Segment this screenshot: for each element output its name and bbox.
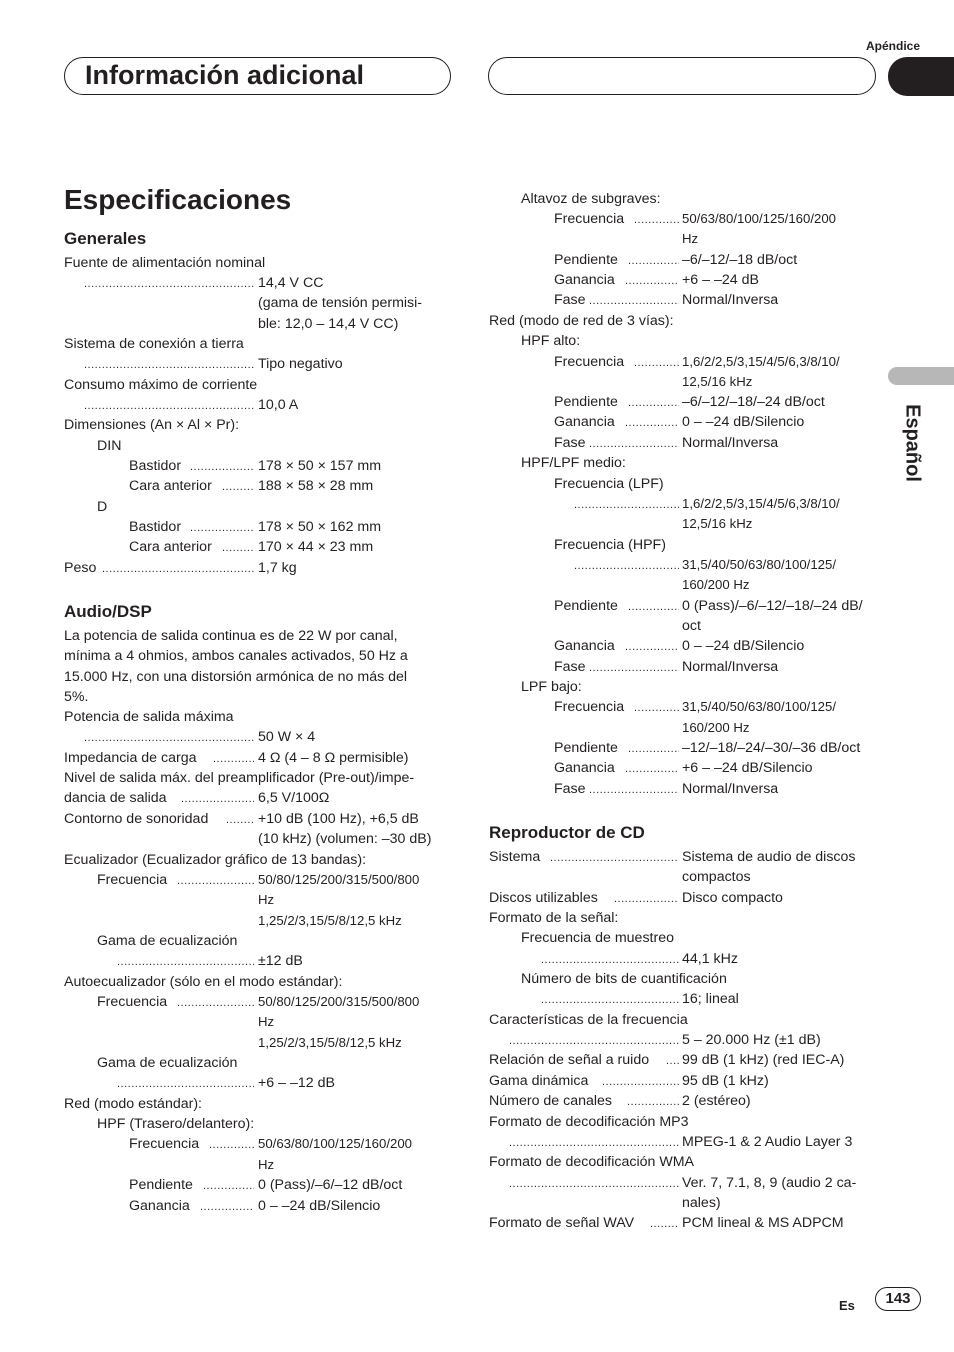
spec-value: ±12 dB bbox=[258, 953, 303, 969]
spec-value: 160/200 Hz bbox=[682, 720, 750, 735]
spec-value: –6/–12/–18 dB/oct bbox=[682, 252, 798, 268]
spec-value: 6,5 V/100Ω bbox=[258, 790, 330, 806]
leader-dots bbox=[222, 537, 254, 557]
leader-dots bbox=[634, 209, 679, 229]
chapter-tab bbox=[888, 57, 954, 96]
leader-dots bbox=[541, 949, 679, 969]
spec-value: +6 – –12 dB bbox=[258, 1075, 335, 1091]
spec-row bbox=[0, 847, 954, 867]
spec-label: Bastidor bbox=[129, 519, 182, 535]
spec-label: HPF alto: bbox=[521, 333, 581, 349]
spec-value: 178 × 50 × 157 mm bbox=[258, 458, 382, 474]
leader-dots bbox=[541, 989, 679, 1009]
spec-value: 50/80/125/200/315/500/800 bbox=[258, 872, 420, 887]
spec-label: DIN bbox=[97, 438, 122, 454]
spec-value: 178 × 50 × 162 mm bbox=[258, 519, 382, 535]
spec-value: 1,25/2/3,15/5/8/12,5 kHz bbox=[258, 1035, 402, 1050]
spec-row bbox=[0, 352, 954, 372]
spec-value: 1,6/2/2,5/3,15/4/5/6,3/8/10/ bbox=[682, 354, 840, 369]
spec-value: PCM lineal & MS ADPCM bbox=[682, 1215, 844, 1231]
spec-label: Número de canales bbox=[489, 1093, 613, 1109]
spec-label: Nivel de salida máx. del preamplificador (Pre-out)/impe- bbox=[64, 770, 415, 786]
spec-label: Frecuencia bbox=[97, 872, 168, 888]
spec-value: 0 (Pass)/–6/–12/–18/–24 dB/ bbox=[682, 598, 863, 614]
leader-dots bbox=[190, 456, 254, 476]
spec-value: 16; lineal bbox=[682, 991, 739, 1007]
leader-dots bbox=[666, 1050, 679, 1070]
page-number: 143 bbox=[875, 1287, 921, 1311]
spec-label: Formato de la señal: bbox=[489, 910, 619, 926]
leader-dots bbox=[589, 657, 679, 677]
spec-value: 4 Ω (4 – 8 Ω permisible) bbox=[258, 750, 409, 766]
spec-value: 0 (Pass)/–6/–12 dB/oct bbox=[258, 1177, 403, 1193]
paragraph-line: La potencia de salida continua es de 22 W por canal, bbox=[64, 628, 398, 644]
leader-dots bbox=[222, 476, 254, 496]
spec-row bbox=[0, 290, 954, 310]
spec-row bbox=[0, 517, 954, 537]
spec-row bbox=[0, 1091, 954, 1111]
leader-dots bbox=[509, 1173, 679, 1193]
leader-dots bbox=[509, 1132, 679, 1152]
spec-row bbox=[0, 476, 954, 496]
spec-label: Red (modo de red de 3 vías): bbox=[489, 313, 674, 329]
spec-row bbox=[0, 758, 954, 778]
spec-label: Impedancia de carga bbox=[64, 750, 197, 766]
spec-label: Ecualizador (Ecualizador gráfico de 13 bandas): bbox=[64, 852, 367, 868]
leader-dots bbox=[628, 596, 679, 616]
spec-value: compactos bbox=[682, 869, 751, 885]
spec-label: HPF (Trasero/delantero): bbox=[97, 1116, 255, 1132]
spec-value: Ver. 7, 7.1, 8, 9 (audio 2 ca- bbox=[682, 1175, 857, 1191]
spec-row bbox=[0, 1071, 954, 1091]
spec-row bbox=[0, 1132, 954, 1152]
spec-label: Formato de decodificación WMA bbox=[489, 1154, 695, 1170]
section-title: Información adicional bbox=[85, 60, 365, 90]
spec-value: Normal/Inversa bbox=[682, 781, 779, 797]
spec-label: Frecuencia bbox=[554, 699, 625, 715]
spec-value: 50/63/80/100/125/160/200 bbox=[258, 1136, 413, 1151]
section-label: Apéndice bbox=[866, 39, 921, 53]
spec-value: 99 dB (1 kHz) (red IEC-A) bbox=[682, 1052, 845, 1068]
spec-label: Número de bits de cuantificación bbox=[521, 971, 727, 987]
spec-value: 12,5/16 kHz bbox=[682, 516, 753, 531]
spec-row bbox=[0, 989, 954, 1009]
spec-label: Sistema bbox=[489, 849, 541, 865]
spec-value: 188 × 58 × 28 mm bbox=[258, 478, 374, 494]
spec-label: Ganancia bbox=[554, 272, 615, 288]
spec-value: 31,5/40/50/63/80/100/125/ bbox=[682, 557, 836, 572]
leader-dots bbox=[628, 392, 679, 412]
spec-label: LPF bajo: bbox=[521, 679, 582, 695]
spec-label: Fase bbox=[554, 781, 586, 797]
leader-dots bbox=[226, 809, 254, 829]
spec-value: Disco compacto bbox=[682, 890, 783, 906]
spec-value: 0 – –24 dB/Silencio bbox=[682, 638, 805, 654]
spec-value: 12,5/16 kHz bbox=[682, 374, 753, 389]
spec-label: Formato de decodificación MP3 bbox=[489, 1114, 689, 1130]
spec-label: Ganancia bbox=[129, 1198, 190, 1214]
spec-label: Autoecualizador (sólo en el modo estándar): bbox=[64, 974, 343, 990]
section-title-frame bbox=[64, 57, 451, 95]
language-tab-label: Español bbox=[901, 404, 924, 482]
spec-label: Cara anterior bbox=[129, 478, 212, 494]
spec-label: Frecuencia bbox=[554, 354, 625, 370]
spec-row bbox=[0, 250, 954, 270]
spec-value: 2 (estéreo) bbox=[682, 1093, 751, 1109]
spec-label: Fase bbox=[554, 292, 586, 308]
leader-dots bbox=[634, 352, 679, 372]
spec-label: dancia de salida bbox=[64, 790, 167, 806]
spec-value: –12/–18/–24/–30/–36 dB/oct bbox=[682, 740, 861, 756]
spec-label: Bastidor bbox=[129, 458, 182, 474]
paragraph-line: mínima a 4 ohmios, ambos canales activados, 50 Hz a bbox=[64, 648, 408, 664]
spec-value: 31,5/40/50/63/80/100/125/ bbox=[682, 699, 836, 714]
paragraph-line: 15.000 Hz, con una distorsión armónica de no más del bbox=[64, 669, 408, 685]
spec-row bbox=[0, 209, 954, 229]
leader-dots bbox=[589, 779, 679, 799]
spec-label: Peso bbox=[64, 560, 97, 576]
spec-row bbox=[0, 636, 954, 656]
spec-label: Pendiente bbox=[554, 598, 618, 614]
spec-value: MPEG-1 & 2 Audio Layer 3 bbox=[682, 1134, 853, 1150]
spec-value: 14,4 V CC bbox=[258, 275, 324, 291]
spec-label: Fase bbox=[554, 435, 586, 451]
spec-value: oct bbox=[682, 618, 701, 634]
spec-label: Pendiente bbox=[129, 1177, 193, 1193]
spec-label: Características de la frecuencia bbox=[489, 1012, 688, 1028]
spec-row bbox=[0, 433, 954, 453]
spec-row bbox=[0, 888, 954, 908]
spec-value: Normal/Inversa bbox=[682, 659, 779, 675]
leader-dots bbox=[627, 1091, 679, 1111]
spec-label: Frecuencia bbox=[97, 994, 168, 1010]
spec-label: Pendiente bbox=[554, 394, 618, 410]
spec-label: Gama de ecualización bbox=[97, 1055, 238, 1071]
spec-row bbox=[0, 657, 954, 677]
spec-value: 50 W × 4 bbox=[258, 729, 316, 745]
spec-label: Fase bbox=[554, 659, 586, 675]
spec-row bbox=[0, 697, 954, 717]
leader-dots bbox=[625, 636, 679, 656]
spec-label: Pendiente bbox=[554, 252, 618, 268]
leader-dots bbox=[589, 433, 679, 453]
heading-generales: Generales bbox=[64, 229, 147, 248]
spec-label: Potencia de salida máxima bbox=[64, 709, 234, 725]
leader-dots bbox=[650, 1213, 679, 1233]
spec-row bbox=[0, 809, 954, 829]
leader-dots bbox=[574, 555, 679, 575]
spec-value: 95 dB (1 kHz) bbox=[682, 1073, 769, 1089]
spec-row bbox=[0, 270, 954, 290]
spec-value: ble: 12,0 – 14,4 V CC) bbox=[258, 316, 399, 332]
spec-value: 170 × 44 × 23 mm bbox=[258, 539, 374, 555]
spec-value: 1,7 kg bbox=[258, 560, 297, 576]
spec-value: 0 – –24 dB/Silencio bbox=[682, 414, 805, 430]
spec-value: 1,25/2/3,15/5/8/12,5 kHz bbox=[258, 913, 402, 928]
spec-value: Hz bbox=[682, 231, 699, 246]
spec-value: 44,1 kHz bbox=[682, 951, 738, 967]
leader-dots bbox=[574, 494, 679, 514]
leader-dots bbox=[625, 270, 679, 290]
paragraph-line: 5%. bbox=[64, 689, 89, 705]
leader-dots bbox=[589, 290, 679, 310]
spec-label: Gama de ecualización bbox=[97, 933, 238, 949]
spec-row bbox=[0, 1030, 954, 1050]
leader-dots bbox=[634, 697, 679, 717]
spec-label: Red (modo estándar): bbox=[64, 1096, 203, 1112]
spec-label: Frecuencia (LPF) bbox=[554, 476, 664, 492]
spec-value: Normal/Inversa bbox=[682, 292, 779, 308]
spec-label: HPF/LPF medio: bbox=[521, 455, 626, 471]
spec-label: Ganancia bbox=[554, 414, 615, 430]
spec-value: 50/63/80/100/125/160/200 bbox=[682, 211, 837, 226]
leader-dots bbox=[625, 412, 679, 432]
leader-dots bbox=[190, 517, 254, 537]
spec-label: Contorno de sonoridad bbox=[64, 811, 209, 827]
spec-label: Pendiente bbox=[554, 740, 618, 756]
spec-value: +6 – –24 dB/Silencio bbox=[682, 760, 813, 776]
spec-row bbox=[0, 555, 954, 575]
spec-row bbox=[0, 1173, 954, 1193]
spec-label: Sistema de conexión a tierra bbox=[64, 336, 244, 352]
spec-label: Gama dinámica bbox=[489, 1073, 589, 1089]
leader-dots bbox=[509, 1030, 679, 1050]
spec-row bbox=[0, 949, 954, 969]
spec-value: Hz bbox=[258, 892, 275, 907]
spec-row bbox=[0, 456, 954, 476]
leader-dots bbox=[550, 847, 679, 867]
leader-dots bbox=[614, 888, 679, 908]
spec-value: (10 kHz) (volumen: –30 dB) bbox=[258, 831, 432, 847]
spec-value: Normal/Inversa bbox=[682, 435, 779, 451]
spec-label: Frecuencia bbox=[554, 211, 625, 227]
spec-label: Frecuencia de muestreo bbox=[521, 930, 674, 946]
spec-label: Ganancia bbox=[554, 638, 615, 654]
spec-value: (gama de tensión permisi- bbox=[258, 295, 423, 311]
spec-row bbox=[0, 596, 954, 616]
footer-language: Es bbox=[839, 1298, 855, 1313]
spec-value: –6/–12/–18/–24 dB/oct bbox=[682, 394, 825, 410]
spec-label: Cara anterior bbox=[129, 539, 212, 555]
leader-dots bbox=[628, 738, 679, 758]
empty-title-frame bbox=[488, 57, 876, 95]
spec-value: 50/80/125/200/315/500/800 bbox=[258, 994, 420, 1009]
spec-value: Sistema de audio de discos bbox=[682, 849, 856, 865]
spec-row bbox=[0, 494, 954, 514]
spec-label: Altavoz de subgraves: bbox=[521, 191, 661, 207]
spec-value: +6 – –24 dB bbox=[682, 272, 759, 288]
spec-row bbox=[0, 779, 954, 799]
spec-value: nales) bbox=[682, 1195, 721, 1211]
leader-dots bbox=[628, 250, 679, 270]
spec-value: 1,6/2/2,5/3,15/4/5/6,3/8/10/ bbox=[682, 496, 840, 511]
spec-value: 0 – –24 dB/Silencio bbox=[258, 1198, 381, 1214]
spec-value: 5 – 20.000 Hz (±1 dB) bbox=[682, 1032, 821, 1048]
heading-reproductor-cd: Reproductor de CD bbox=[489, 823, 645, 842]
spec-value: +10 dB (100 Hz), +6,5 dB bbox=[258, 811, 419, 827]
spec-label: Fuente de alimentación nominal bbox=[64, 255, 266, 271]
spec-label: Formato de señal WAV bbox=[489, 1215, 635, 1231]
heading-audio-dsp: Audio/DSP bbox=[64, 602, 152, 621]
spec-row bbox=[0, 1050, 954, 1070]
spec-row bbox=[0, 392, 954, 412]
spec-value: Hz bbox=[258, 1157, 275, 1172]
spec-value: Hz bbox=[258, 1014, 275, 1029]
spec-label: Frecuencia bbox=[129, 1136, 200, 1152]
spec-label: Ganancia bbox=[554, 760, 615, 776]
spec-label: Frecuencia (HPF) bbox=[554, 537, 666, 553]
spec-label: Dimensiones (An × Al × Pr): bbox=[64, 417, 240, 433]
spec-label: Relación de señal a ruido bbox=[489, 1052, 650, 1068]
spec-value: 160/200 Hz bbox=[682, 577, 750, 592]
page-heading: Especificaciones bbox=[64, 184, 292, 215]
leader-dots bbox=[625, 758, 679, 778]
spec-row bbox=[0, 1213, 954, 1233]
leader-dots bbox=[177, 870, 254, 890]
leader-dots bbox=[602, 1071, 679, 1091]
spec-value: Tipo negativo bbox=[258, 356, 343, 372]
spec-row bbox=[0, 412, 954, 432]
spec-label: Discos utilizables bbox=[489, 890, 598, 906]
spec-row bbox=[0, 738, 954, 758]
spec-value: 10,0 A bbox=[258, 397, 299, 413]
spec-row bbox=[0, 870, 954, 890]
spec-label: D bbox=[97, 499, 108, 515]
spec-row bbox=[0, 537, 954, 557]
spec-label: Consumo máximo de corriente bbox=[64, 377, 258, 393]
